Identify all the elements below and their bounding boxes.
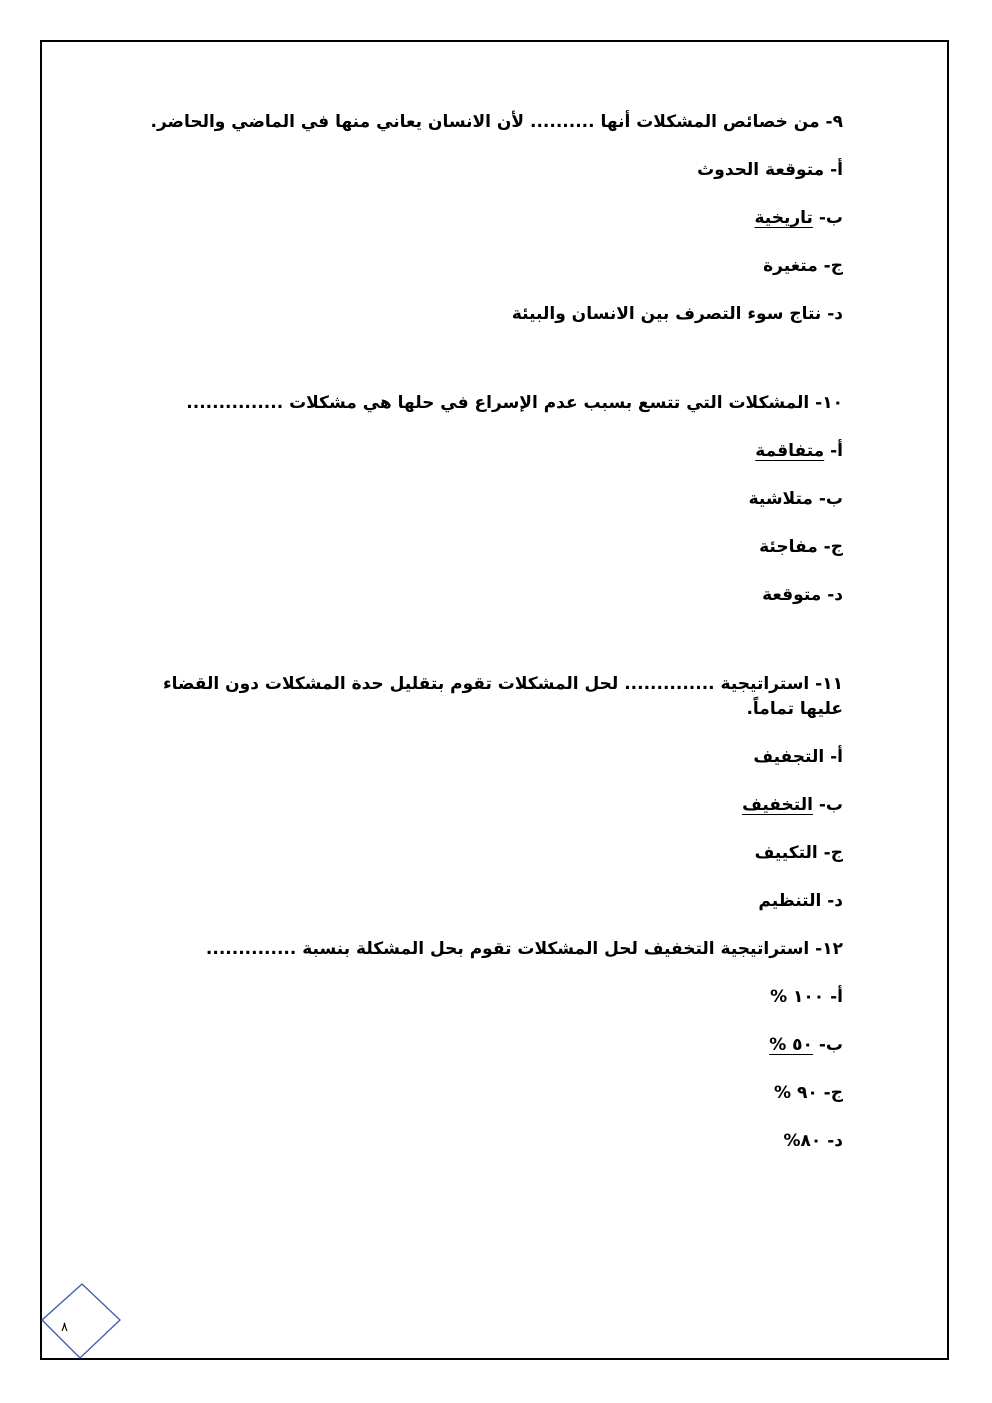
question-11-option-d: د- التنظيم <box>758 891 843 911</box>
page-number-diamond <box>40 1282 122 1362</box>
question-10-option-d: د- متوقعة <box>762 585 843 605</box>
question-10-option-b: ب- متلاشية <box>748 489 843 509</box>
question-9-option-d: د- نتاج سوء التصرف بين الانسان والبيئة <box>511 304 843 324</box>
question-12-option-d: د- ٨٠% <box>783 1131 843 1151</box>
question-12-option-c: ج- ٩٠ % <box>774 1083 843 1103</box>
question-10-option-c: ج- مفاجئة <box>759 537 843 557</box>
question-11-option-b: ب- التخفيف <box>742 795 843 815</box>
question-12 <box>130 937 843 1154</box>
question-9-stem: ٩- من خصائص المشكلات أنها .......... لأن الانسان يعاني منها في الماضي والحاضر. <box>150 112 843 132</box>
question-9 <box>130 110 843 327</box>
question-10-stem: ١٠- المشكلات التي تتسع بسبب عدم الإسراع في حلها هي مشكلات ............... <box>186 393 843 413</box>
question-11-stem: ١١- استراتيجية .............. لحل المشكلات تقوم بتقليل حدة المشكلات دون القضاء عليها تماماً. <box>162 674 843 719</box>
correct-answer: التخفيف <box>742 795 813 815</box>
question-11-option-a: أ- التجفيف <box>753 747 843 767</box>
questions-content <box>130 110 843 1154</box>
page-number: ٨ <box>61 1320 68 1335</box>
question-12-option-a: أ- ١٠٠ % <box>770 987 843 1007</box>
question-11-option-c: ج- التكييف <box>754 843 843 863</box>
question-10-option-a: أ- متفاقمة <box>755 441 843 461</box>
question-9-option-b: ب- تاريخية <box>754 208 843 228</box>
question-11 <box>130 672 843 914</box>
question-10 <box>130 391 843 608</box>
correct-answer: تاريخية <box>754 208 813 228</box>
question-12-stem: ١٢- استراتيجية التخفيف لحل المشكلات تقوم بحل المشكلة بنسبة .............. <box>205 939 843 959</box>
correct-answer: متفاقمة <box>755 441 825 461</box>
question-9-option-a: أ- متوقعة الحدوث <box>697 160 843 180</box>
question-9-option-c: ج- متغيرة <box>763 256 843 276</box>
correct-answer: ٥٠ % <box>769 1035 813 1055</box>
question-12-option-b: ب- ٥٠ % <box>769 1035 843 1055</box>
